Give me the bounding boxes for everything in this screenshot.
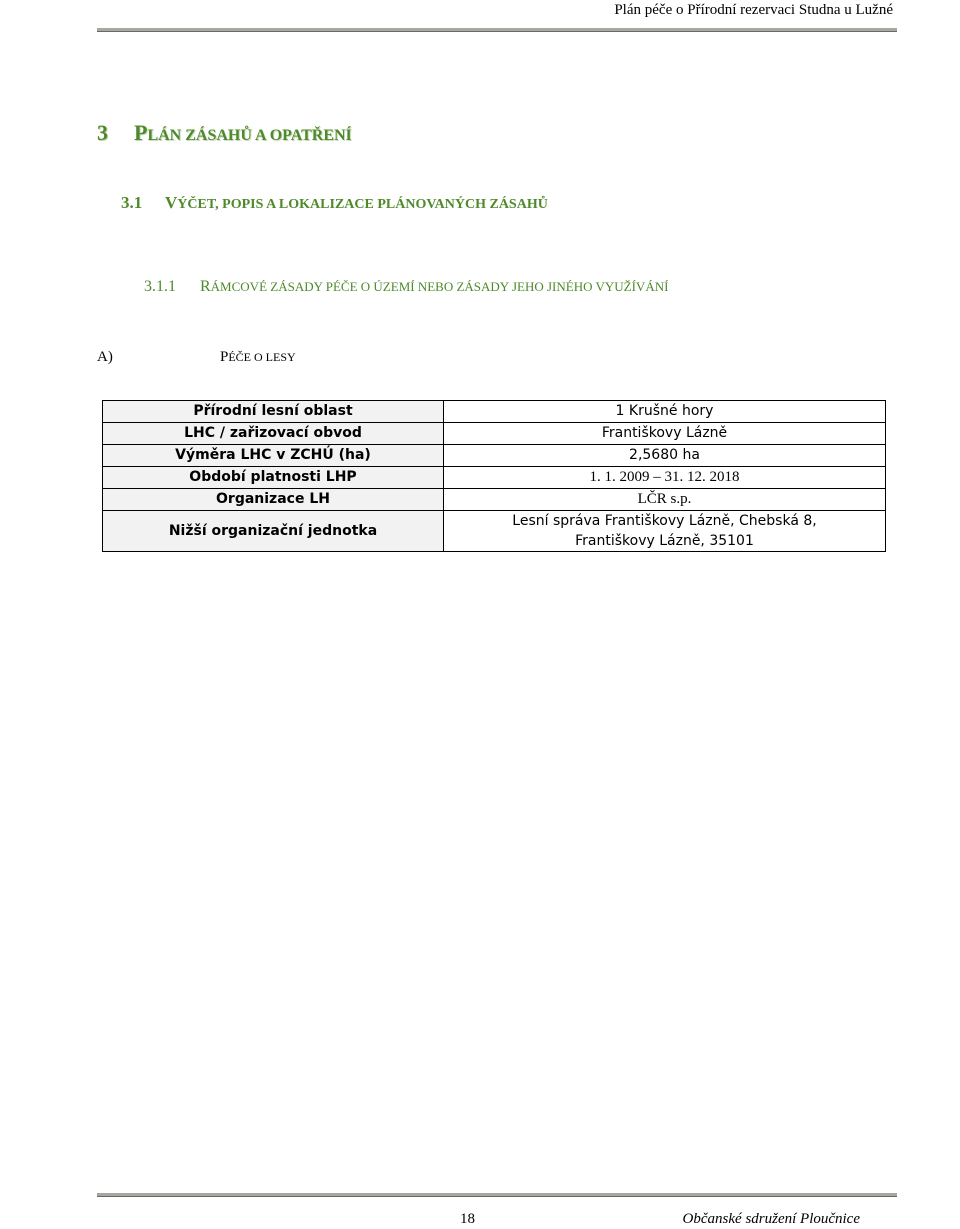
row-label: Přírodní lesní oblast <box>103 401 444 423</box>
footer-organization: Občanské sdružení Ploučnice <box>682 1211 860 1227</box>
page-number: 18 <box>460 1211 475 1227</box>
table-row <box>103 489 886 511</box>
row-value-line: Lesní správa Františkovy Lázně, Chebská 8, <box>512 513 817 529</box>
row-label: LHC / zařizovací obvod <box>103 423 444 445</box>
subsubsection-title-rest: ÁMCOVÉ ZÁSADY PÉČE O ÚZEMÍ NEBO ZÁSADY JEHO JINÉHO VYUŽÍVÁNÍ <box>210 279 669 294</box>
row-value: LČR s.p. <box>444 489 886 511</box>
subsection-heading <box>121 193 548 213</box>
table-row <box>103 401 886 423</box>
footer-rule <box>97 1193 897 1197</box>
part-letter: A) <box>97 349 113 365</box>
section-title-initial: P <box>134 120 148 145</box>
forest-plan-table <box>102 400 886 552</box>
running-title: Plán péče o Přírodní rezervaci Studna u Lužné <box>614 2 893 18</box>
subsubsection-heading <box>144 278 668 296</box>
row-value: 1. 1. 2009 – 31. 12. 2018 <box>444 467 886 489</box>
subsection-title-rest: ÝČET, POPIS A LOKALIZACE PLÁNOVANÝCH ZÁSAHŮ <box>177 197 548 212</box>
part-heading <box>97 349 296 366</box>
row-value: 1 Krušné hory <box>444 401 886 423</box>
table-row <box>103 467 886 489</box>
row-value <box>444 511 886 552</box>
row-label: Organizace LH <box>103 489 444 511</box>
subsubsection-number: 3.1.1 <box>144 278 176 295</box>
row-label: Období platnosti LHP <box>103 467 444 489</box>
subsection-title-initial: V <box>165 193 178 212</box>
part-title-initial: P <box>220 349 229 365</box>
header-rule <box>97 28 897 32</box>
row-value: 2,5680 ha <box>444 445 886 467</box>
section-number: 3 <box>97 120 108 145</box>
row-label: Výměra LHC v ZCHÚ (ha) <box>103 445 444 467</box>
row-value-line: Františkovy Lázně, 35101 <box>575 533 754 549</box>
subsection-number: 3.1 <box>121 193 143 212</box>
section-heading <box>97 120 352 146</box>
table-row <box>103 511 886 552</box>
subsubsection-title-initial: R <box>200 278 211 295</box>
part-title-rest: ÉČE O LESY <box>228 350 296 364</box>
table-row <box>103 423 886 445</box>
row-value: Františkovy Lázně <box>444 423 886 445</box>
table-row <box>103 445 886 467</box>
row-label: Nižší organizační jednotka <box>103 511 444 552</box>
section-title-rest: LÁN ZÁSAHŮ A OPATŘENÍ <box>147 127 352 144</box>
